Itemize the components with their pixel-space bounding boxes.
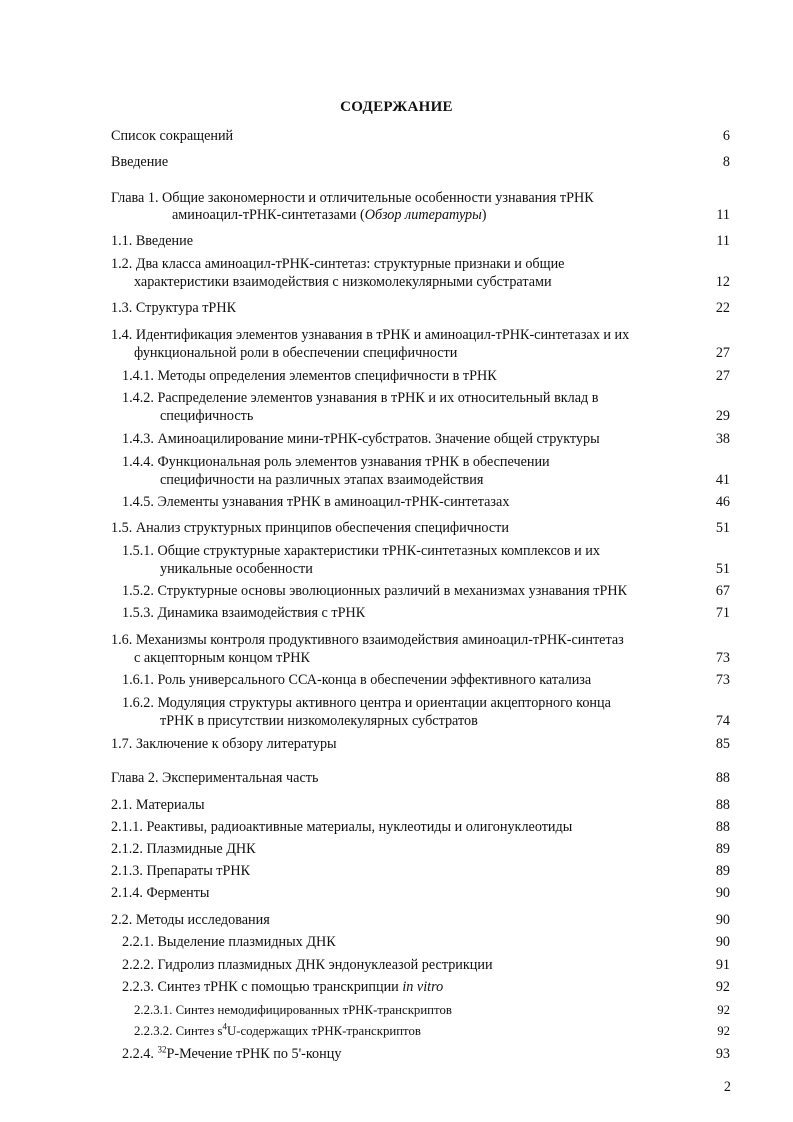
toc-entry-1-5[interactable]: [0, 518, 793, 538]
toc-entry-text-continued: с акцепторным концом тРНК: [134, 650, 310, 666]
superscript: 32: [157, 1044, 167, 1055]
toc-page-number: 71: [715, 605, 730, 621]
toc-entry-2-2-2[interactable]: [0, 955, 793, 975]
toc-entry-text: 1.4.3. Аминоацилирование мини-тРНК-субстратов. Значение общей структуры: [122, 431, 600, 447]
toc-page-number: 90: [715, 934, 730, 950]
toc-entry-chapter-2[interactable]: [0, 768, 793, 788]
toc-page-number: 8: [722, 154, 730, 170]
toc-entry-1-5-2[interactable]: [0, 581, 793, 601]
toc-entry-text: Введение: [111, 154, 169, 170]
toc-entry-2-1-2[interactable]: [0, 839, 793, 859]
toc-page-number: 29: [715, 408, 730, 424]
toc-entry-text: 2.1. Материалы: [111, 797, 205, 813]
toc-page-number: 67: [715, 583, 730, 599]
toc-page-number: 91: [715, 957, 730, 973]
toc-entry-1-2-line-2[interactable]: [0, 272, 793, 292]
toc-page-number: 85: [715, 736, 730, 752]
toc-entry-2-2-1[interactable]: [0, 932, 793, 952]
toc-entry-1-4-3[interactable]: [0, 429, 793, 449]
toc-entry-1-4-4-line-1[interactable]: [0, 452, 793, 472]
toc-entry-1-6-line-1[interactable]: [0, 630, 793, 650]
toc-page-number: 93: [715, 1046, 730, 1062]
toc-entry-1-2-line-1[interactable]: [0, 254, 793, 274]
toc-entry-text: 1.5.3. Динамика взаимодействия с тРНК: [122, 605, 366, 621]
toc-entry-2-1-1[interactable]: [0, 817, 793, 837]
toc-page-number: 88: [715, 797, 730, 813]
toc-entry-text: 2.2. Методы исследования: [111, 912, 270, 928]
toc-page-number: 73: [715, 672, 730, 688]
toc-entry-1-4-4-line-2[interactable]: [0, 470, 793, 490]
toc-entry-introduction[interactable]: [0, 152, 793, 172]
toc-entry-1-3[interactable]: [0, 298, 793, 318]
toc-entry-1-5-1-line-1[interactable]: [0, 541, 793, 561]
toc-page-number: 27: [715, 345, 730, 361]
toc-page-number: 11: [716, 233, 730, 249]
toc-entry-2-2-4[interactable]: [0, 1044, 793, 1064]
toc-page-number: 73: [715, 650, 730, 666]
toc-entry-text: 1.2. Два класса аминоацил-тРНК-синтетаз: структурные признаки и общие: [111, 256, 565, 272]
toc-entry-1-5-1-line-2[interactable]: [0, 559, 793, 579]
toc-entry-text: 2.1.1. Реактивы, радиоактивные материалы, нуклеотиды и олигонуклеотиды: [111, 819, 573, 835]
toc-entry-text: 1.4.1. Методы определения элементов специфичности в тРНК: [122, 368, 497, 384]
toc-entry-text: 1.4. Идентификация элементов узнавания в тРНК и аминоацил-тРНК-синтетазах и их: [111, 327, 630, 343]
toc-entry-text: 2.2.1. Выделение плазмидных ДНК: [122, 934, 336, 950]
toc-entry-1-4-line-1[interactable]: [0, 325, 793, 345]
toc-entry-2-1-3[interactable]: [0, 861, 793, 881]
toc-entry-text: 1.3. Структура тРНК: [111, 300, 237, 316]
toc-entry-text-continued: специфичность: [160, 408, 254, 424]
toc-entry-1-4-5[interactable]: [0, 492, 793, 512]
toc-entry-text: 1.4.4. Функциональная роль элементов узнавания тРНК в обеспечении: [122, 454, 550, 470]
toc-page-number: 74: [715, 713, 730, 729]
toc-entry-text-continued: аминоацил-тРНК-синтетазами (Обзор литературы): [172, 207, 487, 223]
toc-entry-text: 1.6.1. Роль универсального ССА-конца в обеспечении эффективного катализа: [122, 672, 592, 688]
toc-entry-chapter-1-line-2[interactable]: [0, 205, 793, 225]
toc-page-number: 92: [717, 1003, 730, 1017]
toc-page-number: 90: [715, 885, 730, 901]
toc-entry-text-continued: характеристики взаимодействия с низкомолекулярными субстратами: [134, 274, 552, 290]
toc-entry-text: 1.7. Заключение к обзору литературы: [111, 736, 337, 752]
toc-page-number: 51: [715, 561, 730, 577]
toc-page-number: 27: [715, 368, 730, 384]
toc-entry-text: 1.5.2. Структурные основы эволюционных различий в механизмах узнавания тРНК: [122, 583, 628, 599]
toc-entry-text-continued: специфичности на различных этапах взаимодействия: [160, 472, 484, 488]
toc-entry-text: 2.1.3. Препараты тРНК: [111, 863, 251, 879]
toc-page-number: 38: [715, 431, 730, 447]
toc-entry-1-4-2-line-2[interactable]: [0, 406, 793, 426]
toc-entry-text: 1.4.5. Элементы узнавания тРНК в аминоацил-тРНК-синтетазах: [122, 494, 510, 510]
toc-page-number: 92: [715, 979, 730, 995]
superscript: 4: [222, 1021, 227, 1032]
toc-entry-text: 1.5. Анализ структурных принципов обеспечения специфичности: [111, 520, 509, 536]
toc-entry-2-1[interactable]: [0, 795, 793, 815]
toc-entry-italic-text: in vitro: [402, 979, 444, 995]
toc-entry-1-6-1[interactable]: [0, 670, 793, 690]
toc-entry-text-continued: уникальные особенности: [160, 561, 313, 577]
toc-entry-text: 2.1.4. Ферменты: [111, 885, 210, 901]
toc-page-number: 88: [715, 819, 730, 835]
toc-entry-1-6-2-line-2[interactable]: [0, 711, 793, 731]
toc-entry-text: 1.4.2. Распределение элементов узнавания в тРНК и их относительный вклад в: [122, 390, 599, 406]
toc-page-number: 90: [715, 912, 730, 928]
toc-entry-2-1-4[interactable]: [0, 883, 793, 903]
toc-entry-2-2[interactable]: [0, 910, 793, 930]
toc-page-number: 92: [717, 1024, 730, 1038]
toc-page-number: 6: [722, 128, 730, 144]
toc-page-number: 41: [715, 472, 730, 488]
toc-entry-1-6-2-line-1[interactable]: [0, 693, 793, 713]
toc-entry-1-4-2-line-1[interactable]: [0, 388, 793, 408]
page-number: 2: [723, 1079, 731, 1095]
toc-entry-1-7[interactable]: [0, 734, 793, 754]
toc-entry-text-continued: функциональной роли в обеспечении специфичности: [134, 345, 458, 361]
toc-entry-1-1[interactable]: [0, 231, 793, 251]
page-title: СОДЕРЖАНИЕ: [340, 99, 453, 115]
toc-entry-text: 2.1.2. Плазмидные ДНК: [111, 841, 256, 857]
toc-entry-text: 1.5.1. Общие структурные характеристики тРНК-синтетазных комплексов и их: [122, 543, 600, 559]
toc-entry-text: 2.2.3.2. Синтез $s^4U$-содержащих тРНК-транскриптов: [134, 1021, 421, 1038]
toc-entry-text: 2.2.4. $^{32}$Р-Мечение тРНК по 5'-концу: [122, 1044, 342, 1062]
toc-entry-text: Список сокращений: [111, 128, 234, 144]
toc-entry-text: 2.2.2. Гидролиз плазмидных ДНК эндонуклеазой рестрикции: [122, 957, 493, 973]
toc-entry-1-6-line-2[interactable]: [0, 648, 793, 668]
toc-entry-text-continued: тРНК в присутствии низкомолекулярных субстратов: [160, 713, 478, 729]
toc-entry-italic-text: Обзор литературы: [364, 207, 482, 223]
toc-page-number: 22: [715, 300, 730, 316]
toc-page-number: 12: [715, 274, 730, 290]
toc-entry-2-2-3-1[interactable]: [0, 1000, 793, 1020]
toc-page-number: 88: [715, 770, 730, 786]
toc-entry-1-4-1[interactable]: [0, 366, 793, 386]
toc-page-number: 51: [715, 520, 730, 536]
toc-entry-2-2-3-2[interactable]: [0, 1021, 793, 1041]
toc-page-number: 46: [715, 494, 730, 510]
toc-page-number: 11: [716, 207, 730, 223]
toc-page-number: 89: [715, 863, 730, 879]
toc-entry-text: 1.6. Механизмы контроля продуктивного взаимодействия аминоацил-тРНК-синтетаз: [111, 632, 624, 648]
toc-entry-text: Глава 1. Общие закономерности и отличительные особенности узнавания тРНК: [111, 190, 594, 206]
toc-entry-1-4-line-2[interactable]: [0, 343, 793, 363]
toc-entry-2-2-3[interactable]: [0, 977, 793, 997]
toc-entry-list-of-abbreviations[interactable]: [0, 126, 793, 146]
toc-entry-text: 1.1. Введение: [111, 233, 194, 249]
toc-entry-1-5-3[interactable]: [0, 603, 793, 623]
toc-entry-text: 2.2.3.1. Синтез немодифицированных тРНК-транскриптов: [134, 1003, 452, 1017]
toc-entry-text: 1.6.2. Модуляция структуры активного центра и ориентации акцепторного конца: [122, 695, 611, 711]
toc-entry-text: 2.2.3. Синтез тРНК с помощью транскрипции in vitro: [122, 979, 444, 995]
toc-entry-text: Глава 2. Экспериментальная часть: [111, 770, 319, 786]
toc-page-number: 89: [715, 841, 730, 857]
